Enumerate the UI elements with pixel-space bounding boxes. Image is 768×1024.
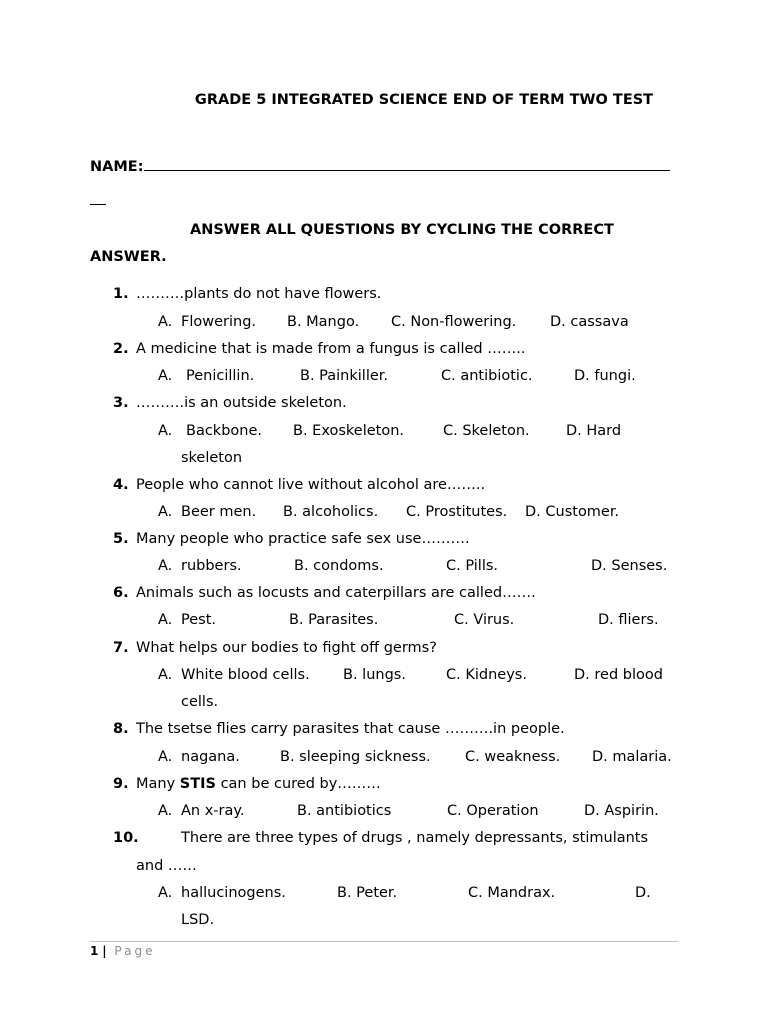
question-number: 6. — [113, 585, 129, 601]
option-b: B. Peter. — [337, 885, 398, 901]
option-d: D. — [635, 885, 651, 901]
option-d: D. Hard — [566, 423, 622, 439]
option-b: B. Mango. — [287, 314, 360, 330]
option-c: C. Pills. — [446, 558, 499, 574]
option-marker: A. — [158, 803, 173, 819]
option-marker: A. — [158, 504, 173, 520]
question-number: 2. — [113, 341, 129, 357]
page-title: GRADE 5 INTEGRATED SCIENCE END OF TERM TWO TEST — [194, 92, 654, 108]
question-text: What helps our bodies to fight off germs? — [136, 640, 437, 656]
option-marker: A. — [158, 314, 173, 330]
option-d: D. Senses. — [591, 558, 668, 574]
question-number: 3. — [113, 395, 129, 411]
option-a: White blood cells. — [181, 667, 310, 683]
option-b: B. sleeping sickness. — [280, 749, 431, 765]
question-text: ……….is an outside skeleton. — [136, 395, 347, 411]
question-number: 9. — [113, 776, 129, 792]
option-c: C. antibiotic. — [441, 368, 533, 384]
question-text-line-2: and …… — [136, 858, 197, 874]
option-d: D. Customer. — [525, 504, 620, 520]
question-text-start: Many — [136, 776, 180, 792]
footer-separator: | — [102, 944, 107, 958]
option-c: C. Operation — [447, 803, 539, 819]
question-number: 4. — [113, 477, 129, 493]
option-b: B. antibiotics — [297, 803, 392, 819]
question-text: There are three types of drugs , namely depressants, stimulants — [181, 830, 649, 846]
question-number: 7. — [113, 640, 129, 656]
question-text: Animals such as locusts and caterpillars are called……. — [136, 585, 536, 601]
name-field-line — [90, 156, 674, 175]
option-b: B. lungs. — [343, 667, 406, 683]
option-d-continuation: LSD. — [181, 912, 215, 928]
option-marker: A. — [158, 612, 173, 628]
option-b: B. Painkiller. — [300, 368, 389, 384]
page-footer — [90, 944, 155, 958]
name-blank-rule-continuation — [90, 189, 106, 205]
option-d: D. malaria. — [592, 749, 672, 765]
question-text: People who cannot live without alcohol are…….. — [136, 477, 486, 493]
option-a: Beer men. — [181, 504, 257, 520]
option-a: nagana. — [181, 749, 240, 765]
option-c: C. Virus. — [454, 612, 515, 628]
option-b: B. condoms. — [294, 558, 384, 574]
option-b: B. Parasites. — [289, 612, 379, 628]
option-c: C. Skeleton. — [443, 423, 530, 439]
option-marker: A. — [158, 885, 173, 901]
option-a: Backbone. — [186, 423, 262, 439]
instruction-line-1: ANSWER ALL QUESTIONS BY CYCLING THE CORRECT — [190, 222, 614, 238]
question-text-end: can be cured by……… — [215, 776, 381, 792]
option-c: C. Kidneys. — [446, 667, 527, 683]
question-number: 8. — [113, 721, 129, 737]
question-text-bold: STIS — [179, 776, 216, 792]
option-b: B. Exoskeleton. — [293, 423, 404, 439]
question-text: The tsetse flies carry parasites that cause ……….in people. — [136, 721, 565, 737]
option-d: D. Aspirin. — [584, 803, 659, 819]
option-c: C. weakness. — [465, 749, 561, 765]
option-a: Flowering. — [181, 314, 257, 330]
option-d: D. fliers. — [598, 612, 659, 628]
footer-divider — [90, 941, 678, 942]
question-text — [136, 776, 381, 792]
option-a: rubbers. — [181, 558, 242, 574]
option-d-continuation: cells. — [181, 694, 219, 710]
option-a: hallucinogens. — [181, 885, 286, 901]
page-number: 1 — [90, 944, 99, 958]
instruction-line-2: ANSWER. — [90, 249, 167, 265]
option-d: D. fungi. — [574, 368, 636, 384]
option-marker: A. — [158, 749, 173, 765]
option-a: An x-ray. — [181, 803, 245, 819]
question-number: 5. — [113, 531, 129, 547]
name-blank-rule — [144, 156, 670, 171]
option-marker: A. — [158, 368, 173, 384]
question-text: Many people who practice safe sex use………. — [136, 531, 470, 547]
option-marker: A. — [158, 667, 173, 683]
page-label: Page — [114, 944, 156, 958]
option-b: B. alcoholics. — [283, 504, 379, 520]
option-d: D. cassava — [550, 314, 629, 330]
option-marker: A. — [158, 558, 173, 574]
option-c: C. Mandrax. — [468, 885, 556, 901]
question-text: ……….plants do not have flowers. — [136, 286, 382, 302]
name-label: NAME: — [90, 159, 144, 175]
option-a: Pest. — [181, 612, 216, 628]
option-c: C. Non-flowering. — [391, 314, 517, 330]
option-a: Penicillin. — [186, 368, 255, 384]
option-marker: A. — [158, 423, 173, 439]
question-text: A medicine that is made from a fungus is called …….. — [136, 341, 526, 357]
question-number: 10. — [113, 830, 139, 846]
option-c: C. Prostitutes. — [406, 504, 508, 520]
question-number: 1. — [113, 286, 129, 302]
option-d-continuation: skeleton — [181, 450, 243, 466]
option-d: D. red blood — [574, 667, 663, 683]
